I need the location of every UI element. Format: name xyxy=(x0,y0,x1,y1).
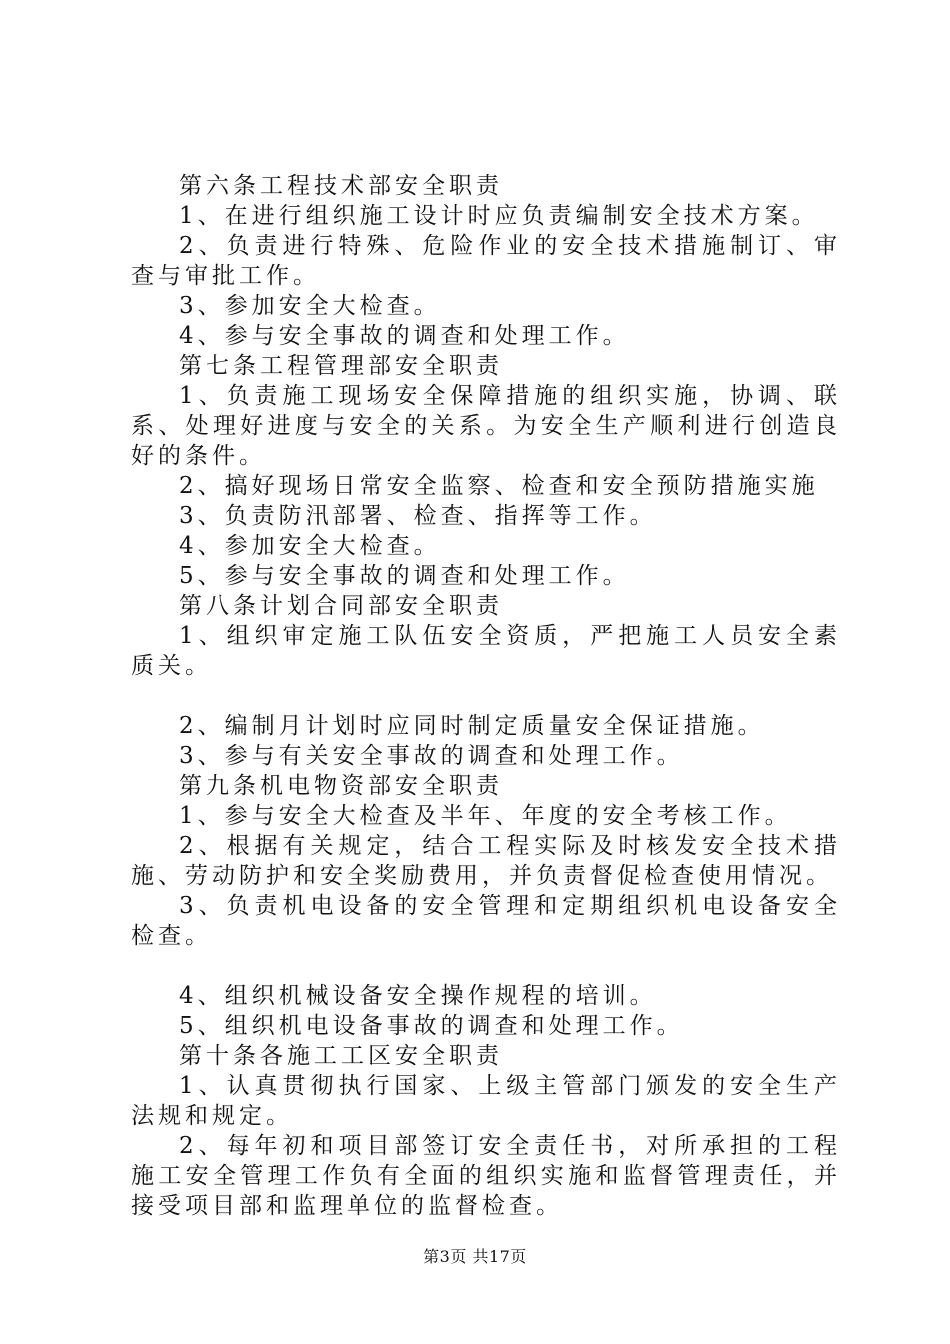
list-item: 4、组织机械设备安全操作规程的培训。 xyxy=(179,983,657,1009)
list-item: 4、参与安全事故的调查和处理工作。 xyxy=(179,323,630,349)
blank-line xyxy=(131,951,841,981)
section-heading: 第七条工程管理部安全职责 xyxy=(179,353,503,379)
list-item: 3、参与有关安全事故的调查和处理工作。 xyxy=(179,743,684,769)
list-item: 1、参与安全大检查及半年、年度的安全考核工作。 xyxy=(179,803,792,829)
list-item: 3、负责防汛部署、检查、指挥等工作。 xyxy=(179,503,657,529)
list-item: 2、根据有关规定，结合工程实际及时核发安全技术措施、劳动防护和安全奖励费用，并负责督促检查使用情况。 xyxy=(131,833,841,889)
section-heading: 第九条机电物资部安全职责 xyxy=(179,773,503,799)
list-item: 1、在进行组织施工设计时应负责编制安全技术方案。 xyxy=(179,203,819,229)
section-heading: 第六条工程技术部安全职责 xyxy=(179,173,503,199)
list-item: 1、认真贯彻执行国家、上级主管部门颁发的安全生产法规和规定。 xyxy=(131,1073,841,1129)
document-body xyxy=(131,171,841,1221)
list-item: 1、负责施工现场安全保障措施的组织实施，协调、联系、处理好进度与安全的关系。为安全生产顺利进行创造良好的条件。 xyxy=(131,383,841,469)
list-item: 5、组织机电设备事故的调查和处理工作。 xyxy=(179,1013,684,1039)
page-number: 第3页 共17页 xyxy=(423,1247,527,1266)
list-item: 1、组织审定施工队伍安全资质，严把施工人员安全素质关。 xyxy=(131,623,841,679)
list-item: 3、负责机电设备的安全管理和定期组织机电设备安全检查。 xyxy=(131,893,841,949)
list-item: 4、参加安全大检查。 xyxy=(179,533,441,559)
blank-line xyxy=(131,681,841,711)
section-heading: 第八条计划合同部安全职责 xyxy=(179,593,503,619)
list-item: 2、负责进行特殊、危险作业的安全技术措施制订、审查与审批工作。 xyxy=(131,233,841,289)
list-item: 2、每年初和项目部签订安全责任书，对所承担的工程施工安全管理工作负有全面的组织实施和监督管理责任，并接受项目部和监理单位的监督检查。 xyxy=(131,1133,841,1219)
section-heading: 第十条各施工工区安全职责 xyxy=(179,1043,503,1069)
list-item: 5、参与安全事故的调查和处理工作。 xyxy=(179,563,630,589)
list-item: 2、编制月计划时应同时制定质量安全保证措施。 xyxy=(179,713,765,739)
list-item: 2、搞好现场日常安全监察、检查和安全预防措施实施 xyxy=(179,473,819,499)
list-item: 3、参加安全大检查。 xyxy=(179,293,441,319)
